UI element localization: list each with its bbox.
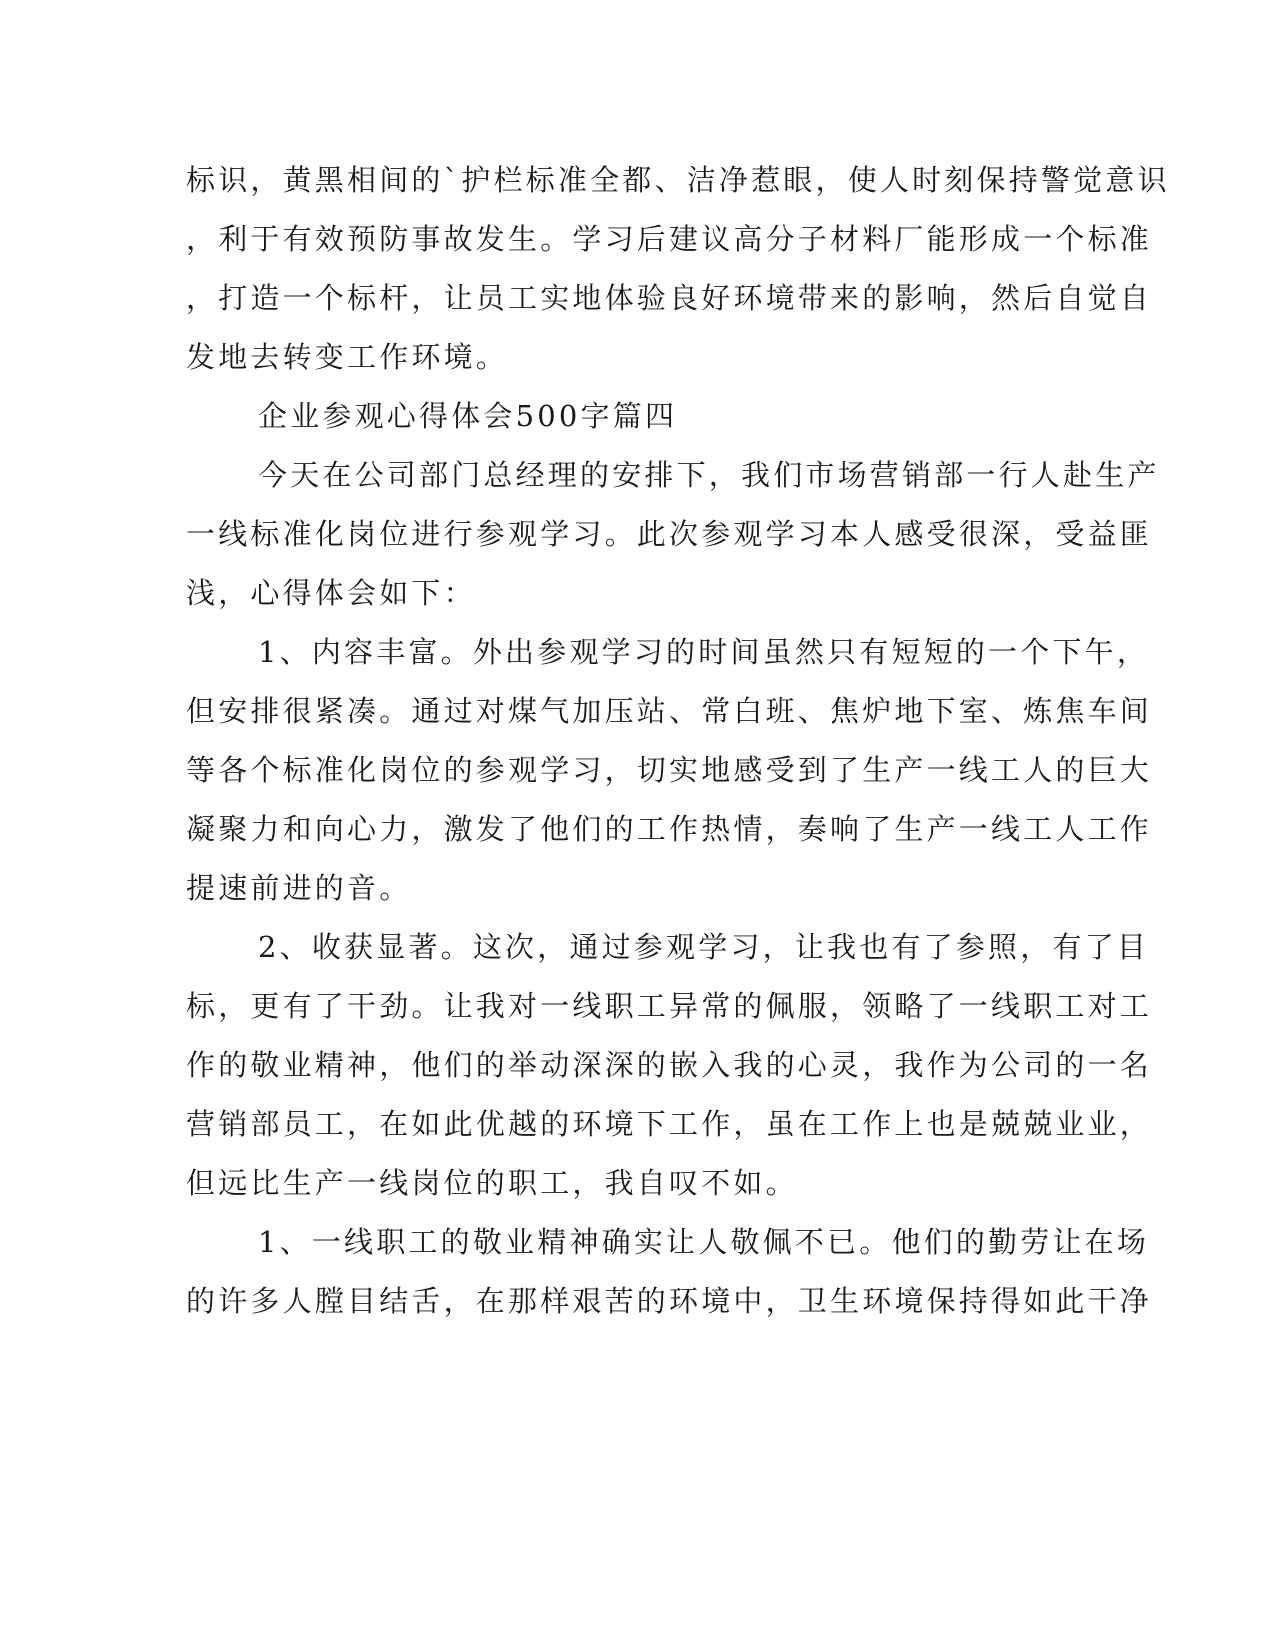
body-text-line: 2、收获显著。这次，通过参观学习，让我也有了参照，有了目 [258,930,1150,964]
body-text-line: ，利于有效预防事故发生。学习后建议高分子材料厂能形成一个标准 [186,222,1153,256]
body-text-line: 1、一线职工的敬业精神确实让人敬佩不已。他们的勤劳让在场 [258,1225,1150,1259]
body-text-line: 的许多人膛目结舌，在那样艰苦的环境中，卫生环境保持得如此干净 [186,1284,1153,1318]
body-text-line: 发地去转变工作环境。 [186,340,509,374]
body-text-line: 今天在公司部门总经理的安排下，我们市场营销部一行人赴生产 [258,458,1160,492]
body-text-line: 标识，黄黑相间的`护栏标准全都、洁净惹眼，使人时刻保持警觉意识 [186,163,1170,197]
body-text-line: 作的敬业精神，他们的举动深深的嵌入我的心灵，我作为公司的一名 [186,1048,1153,1082]
body-text-line: 凝聚力和向心力，激发了他们的工作热情，奏响了生产一线工人工作 [186,812,1153,846]
body-text-line: 但远比生产一线岗位的职工，我自叹不如。 [186,1166,798,1200]
body-text-line: 等各个标准化岗位的参观学习，切实地感受到了生产一线工人的巨大 [186,753,1153,787]
body-text-line: 营销部员工，在如此优越的环境下工作，虽在工作上也是兢兢业业， [186,1107,1153,1141]
body-text-line: 提速前进的音。 [186,871,412,905]
body-text-line: 一线标准化岗位进行参观学习。此次参观学习本人感受很深，受益匪 [186,517,1153,551]
section-heading: 企业参观心得体会500字篇四 [258,399,678,433]
body-text-line: 标，更有了干劲。让我对一线职工异常的佩服，领略了一线职工对工 [186,989,1153,1023]
body-text-line: 浅，心得体会如下： [186,576,476,610]
body-text-line: 1、内容丰富。外出参观学习的时间虽然只有短短的一个下午， [258,635,1150,669]
body-text-line: 但安排很紧凑。通过对煤气加压站、常白班、焦炉地下室、炼焦车间 [186,694,1153,728]
body-text-line: ，打造一个标杆，让员工实地体验良好环境带来的影响，然后自觉自 [186,281,1153,315]
